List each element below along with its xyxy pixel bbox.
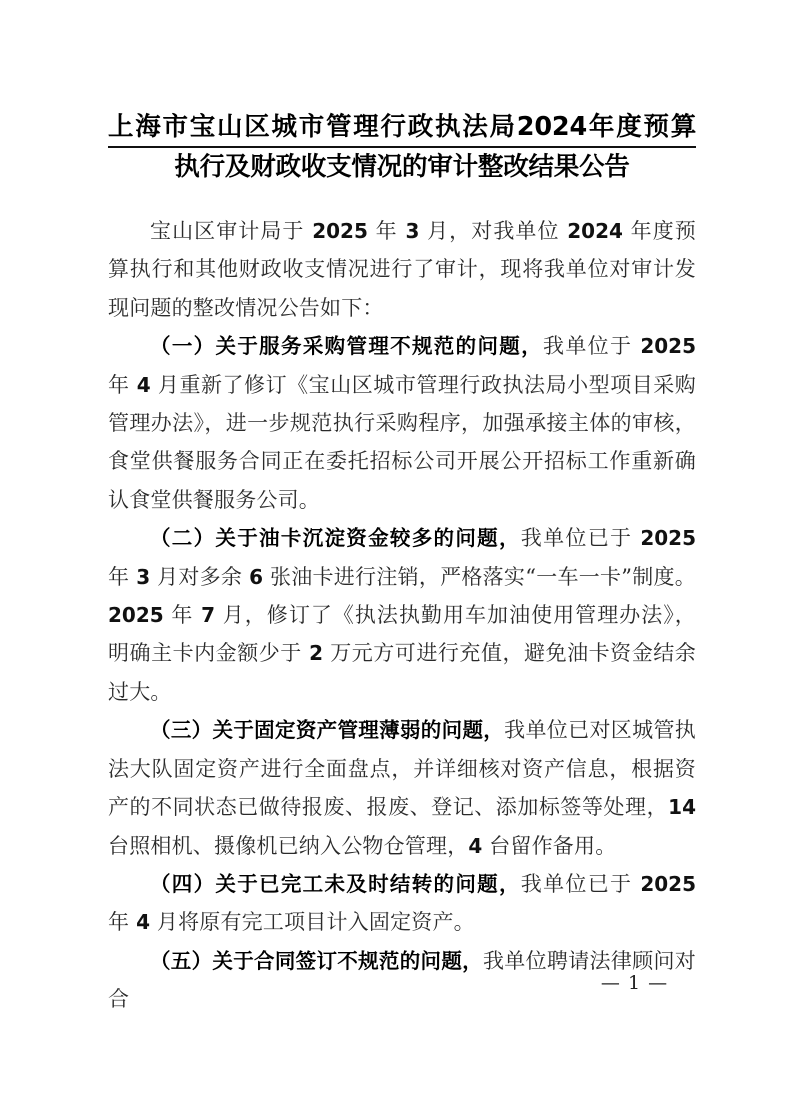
paragraph-item-2 <box>108 519 696 711</box>
page-number: — 1 — <box>600 972 669 994</box>
page-footer <box>0 972 794 994</box>
paragraph-lead: （五）关于合同签订不规范的问题， <box>150 948 483 973</box>
paragraph-text: 我单位已于 2025 年 3 月对多余 6 张油卡进行注销，严格落实“一车一卡”制度。2025 年 7 月，修订了《执法执勤用车加油使用管理办法》，明确主卡内金额少于 2 万元方可进行充值，避免油卡资金结余过大。 <box>108 526 697 704</box>
paragraph-lead: （二）关于油卡沉淀资金较多的问题， <box>150 526 521 551</box>
paragraph-intro <box>108 212 696 327</box>
document-body <box>108 212 696 1019</box>
paragraph-lead: （三）关于固定资产管理薄弱的问题， <box>150 718 505 743</box>
paragraph-text: 我单位聘请法律顾问对合 <box>108 948 697 1012</box>
paragraph-item-3 <box>108 711 696 865</box>
page-title-line-2: 执行及财政收支情况的审计整改结果公告 <box>174 152 630 182</box>
page-title <box>108 108 696 186</box>
paragraph-lead: （一）关于服务采购管理不规范的问题， <box>150 334 543 359</box>
page-title-line-1: 上海市宝山区城市管理行政执法局2024年度预算 <box>108 108 696 148</box>
paragraph-lead: （四）关于已完工未及时结转的问题， <box>150 871 521 896</box>
paragraph-item-4 <box>108 865 696 942</box>
document-content <box>108 108 696 1019</box>
paragraph-text: 宝山区审计局于 2025 年 3 月，对我单位 2024 年度预算执行和其他财政收支情况进行了审计，现将我单位对审计发现问题的整改情况公告如下： <box>108 219 697 320</box>
paragraph-text: 我单位已对区城管执法大队固定资产进行全面盘点，并详细核对资产信息，根据资产的不同状态已做待报废、报废、登记、添加标签等处理，14 台照相机、摄像机已纳入公物仓管理，4 台留作备用。 <box>108 718 696 858</box>
paragraph-item-1 <box>108 327 696 519</box>
paragraph-text: 我单位已于 2025 年 4 月将原有完工项目计入固定资产。 <box>108 871 697 935</box>
paragraph-text: 我单位于 2025 年 4 月重新了修订《宝山区城市管理行政执法局小型项目采购管理办法》，进一步规范执行采购程序，加强承接主体的审核，食堂供餐服务合同正在委托招标公司开展公开招标工作重新确认食堂供餐服务公司。 <box>108 334 697 512</box>
